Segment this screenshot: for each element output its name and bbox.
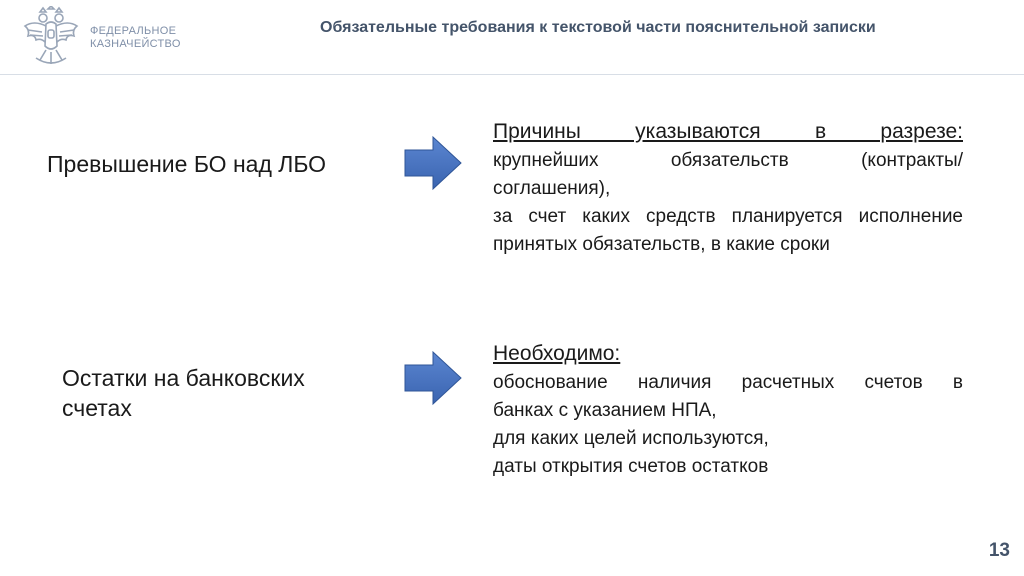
row-1-line-2: соглашения), xyxy=(493,178,611,199)
right-arrow-icon xyxy=(403,350,463,406)
org-name-line-1: ФЕДЕРАЛЬНОЕ xyxy=(90,25,177,37)
row-2-line-3: для каких целей используются, xyxy=(493,428,769,449)
slide-title: Обязательные требования к текстовой части пояснительной записки xyxy=(320,19,876,36)
row-2-heading: Необходимо: xyxy=(493,342,621,365)
row-2-label: Остатки на банковских счетах xyxy=(62,365,305,421)
row-1-label: Превышение БО над ЛБО xyxy=(47,151,327,177)
right-arrow-icon xyxy=(403,135,463,191)
row-2-line-1: обоснование наличия расчетных счетов в xyxy=(493,372,963,393)
row-2-line-2: банках с указанием НПА, xyxy=(493,400,717,421)
slide-header xyxy=(0,0,1024,76)
row-1-line-3: за счет каких средств планируется исполнение xyxy=(493,206,963,227)
row-2-details xyxy=(493,339,963,481)
treasury-eagle-logo xyxy=(22,6,80,68)
org-name-line-2: КАЗНАЧЕЙСТВО xyxy=(90,38,181,50)
page-number: 13 xyxy=(988,540,1010,561)
row-1-line-4: принятых обязательств, в какие сроки xyxy=(493,234,830,255)
row-1-line-1: крупнейших обязательств (контракты/ xyxy=(493,150,963,171)
header-divider xyxy=(0,74,1024,75)
row-2-line-4: даты открытия счетов остатков xyxy=(493,456,769,477)
row-1-details xyxy=(493,117,963,259)
row-1-heading: Причины указываются в разрезе: xyxy=(493,120,963,143)
organization-name xyxy=(90,25,181,51)
